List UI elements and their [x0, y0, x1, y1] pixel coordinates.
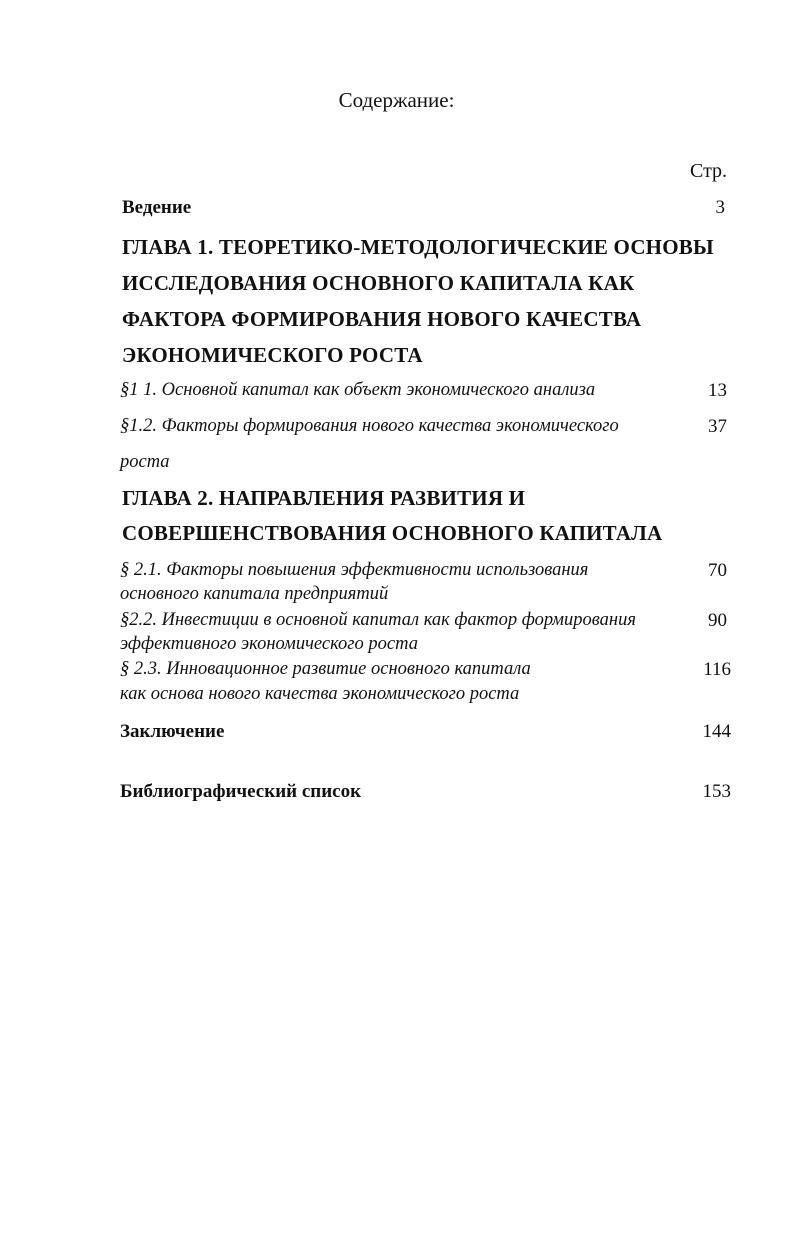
section-1-1-page: 13	[708, 380, 727, 401]
section-2-3-page: 116	[703, 659, 731, 680]
section-2-1-page: 70	[708, 560, 727, 581]
section-2-1-title: § 2.1. Факторы повышения эффективности использования	[120, 560, 589, 580]
section-1-1-title: §1 1. Основной капитал как объект экономического анализа	[120, 380, 596, 400]
section-2-2-page: 90	[708, 610, 727, 631]
section-1-2-title: §1.2. Факторы формирования нового качества экономического	[120, 416, 619, 436]
chapter1-title-line: ФАКТОРА ФОРМИРОВАНИЯ НОВОГО КАЧЕСТВА	[122, 307, 642, 331]
chapter1-title-line: ЭКОНОМИЧЕСКОГО РОСТА	[122, 343, 423, 367]
page-column-header: Стр.	[690, 160, 728, 182]
chapter2-title-line: ГЛАВА 2. НАПРАВЛЕНИЯ РАЗВИТИЯ И	[122, 486, 526, 510]
section-1-2-title-cont: роста	[120, 452, 170, 472]
chapter2-title-line: СОВЕРШЕНСТВОВАНИЯ ОСНОВНОГО КАПИТАЛА	[122, 521, 663, 545]
section-2-2-title-cont: эффективного экономического роста	[120, 634, 418, 654]
section-1-2-page: 37	[708, 416, 727, 437]
toc-entry-intro-title: Ведение	[122, 197, 192, 218]
toc-entry-bibliography-title: Библиографический список	[120, 781, 362, 802]
chapter1-title-line: ИССЛЕДОВАНИЯ ОСНОВНОГО КАПИТАЛА КАК	[122, 271, 635, 295]
toc-entry-conclusion-page: 144	[702, 721, 731, 742]
chapter1-title-line: ГЛАВА 1. ТЕОРЕТИКО-МЕТОДОЛОГИЧЕСКИЕ ОСНОВЫ	[122, 235, 714, 259]
toc-title: Содержание:	[338, 88, 455, 112]
section-2-1-title-cont: основного капитала предприятий	[120, 584, 389, 604]
section-2-2-title: §2.2. Инвестиции в основной капитал как фактор формирования	[120, 610, 636, 630]
section-2-3-title-cont: как основа нового качества экономического роста	[120, 684, 520, 704]
toc-entry-conclusion-title: Заключение	[120, 721, 225, 742]
toc-entry-intro-page: 3	[715, 197, 725, 218]
section-2-3-title: § 2.3. Инновационное развитие основного капитала	[120, 659, 531, 679]
toc-entry-bibliography-page: 153	[702, 781, 731, 802]
